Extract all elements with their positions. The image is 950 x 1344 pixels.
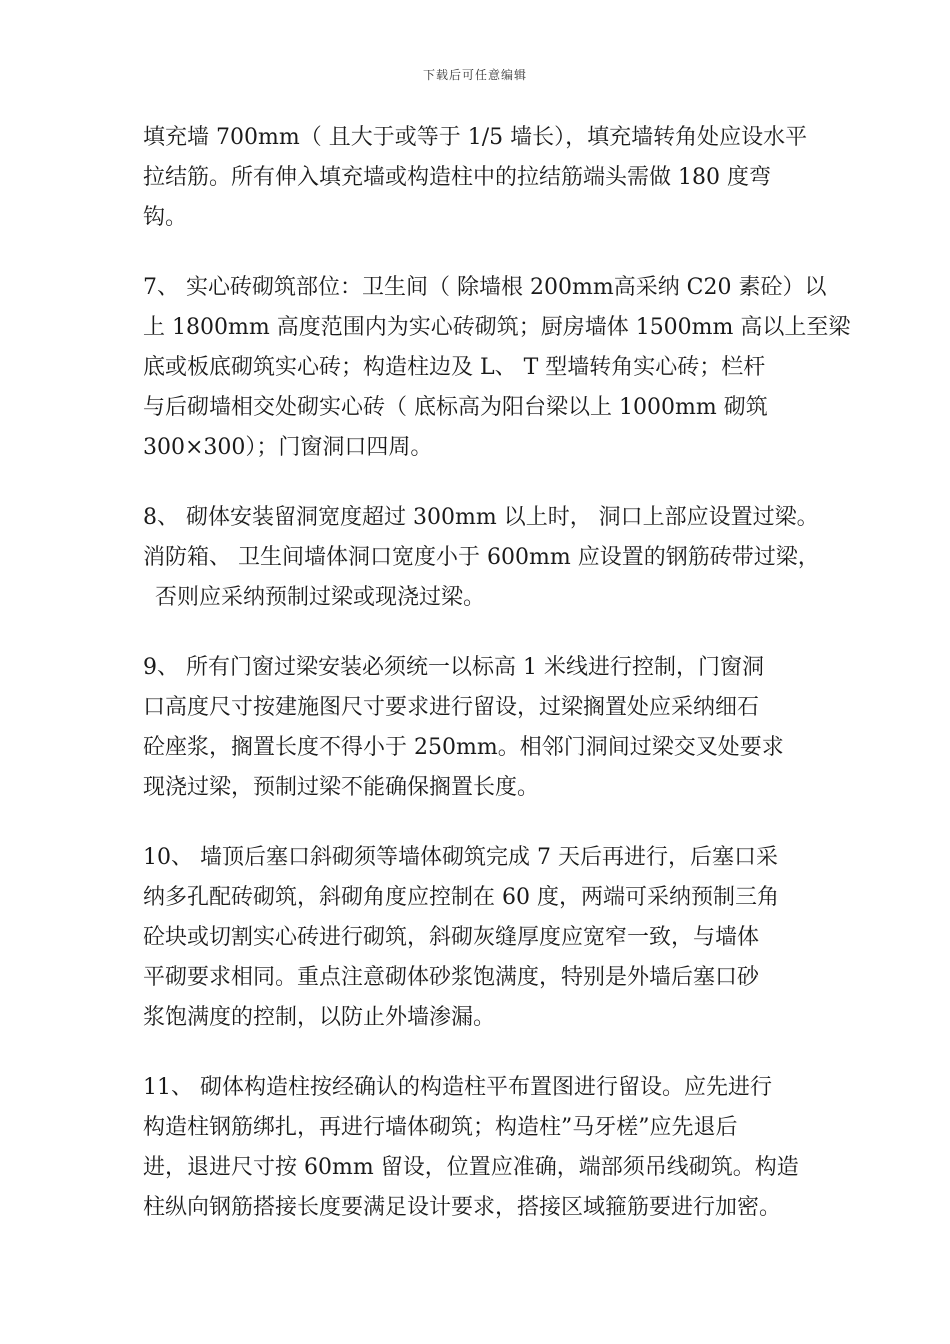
text-line: 底或板底砌筑实心砖；构造柱边及 L、 T 型墙转角实心砖；栏杆 xyxy=(143,355,766,380)
text-line: 钩。 xyxy=(143,205,188,230)
document-body xyxy=(143,118,851,1258)
text-line: 构造柱钢筋绑扎，再进行墙体砌筑；构造柱”马牙槎”应先退后 xyxy=(143,1115,738,1140)
text-line: 纳多孔配砖砌筑，斜砌角度应控制在 60 度，两端可采纳预制三角 xyxy=(143,885,779,910)
paragraph-item-8 xyxy=(143,498,820,618)
text-line: 消防箱、 卫生间墙体洞口宽度小于 600mm 应设置的钢筋砖带过梁， xyxy=(143,545,820,570)
text-line: 砼块或切割实心砖进行砌筑，斜砌灰缝厚度应宽窄一致，与墙体 xyxy=(143,925,760,950)
paragraph-item-11 xyxy=(143,1068,811,1228)
paragraph-item-10 xyxy=(143,838,811,1038)
paragraph-item-7 xyxy=(143,268,851,468)
page-header: 下载后可任意编辑 xyxy=(422,68,527,82)
text-line: 9、 所有门窗过梁安装必须统一以标高 1 米线进行控制，门窗洞 xyxy=(143,655,764,680)
text-line: 与后砌墙相交处砌实心砖（ 底标高为阳台梁以上 1000mm 砌筑 xyxy=(143,395,768,420)
paragraph-item-9 xyxy=(143,648,811,808)
text-line: 否则应采纳预制过梁或现浇过梁。 xyxy=(155,585,486,610)
text-line: 10、 墙顶后塞口斜砌须等墙体砌筑完成 7 天后再进行，后塞口采 xyxy=(143,845,778,870)
text-line: 8、 砌体安装留洞宽度超过 300mm 以上时， 洞口上部应设置过梁。 xyxy=(143,505,819,530)
text-line: 11、 砌体构造柱按经确认的构造柱平布置图进行留设。应先进行 xyxy=(143,1075,772,1100)
text-line: 现浇过梁，预制过梁不能确保搁置长度。 xyxy=(143,775,540,800)
text-line: 上 1800mm 高度范围内为实心砖砌筑；厨房墙体 1500mm 高以上至梁 xyxy=(143,315,851,340)
text-line: 砼座浆，搁置长度不得小于 250mm。相邻门洞间过梁交叉处要求 xyxy=(143,735,784,760)
text-line: 柱纵向钢筋搭接长度要满足设计要求，搭接区域箍筋要进行加密。 xyxy=(143,1195,782,1220)
text-line: 填充墙 700mm（ 且大于或等于 1/5 墙长），填充墙转角处应设水平 xyxy=(143,125,808,150)
text-line: 平砌要求相同。重点注意砌体砂浆饱满度，特别是外墙后塞口砂 xyxy=(143,965,760,990)
text-line: 进，退进尺寸按 60mm 留设，位置应准确，端部须吊线砌筑。构造 xyxy=(143,1155,799,1180)
text-line: 浆饱满度的控制，以防止外墙渗漏。 xyxy=(143,1005,496,1030)
text-line: 拉结筋。所有伸入填充墙或构造柱中的拉结筋端头需做 180 度弯 xyxy=(143,165,771,190)
paragraph-wall-tie-bars xyxy=(143,118,811,238)
text-line: 300×300）；门窗洞口四周。 xyxy=(143,435,433,460)
text-line: 口高度尺寸按建施图尺寸要求进行留设，过梁搁置处应采纳细石 xyxy=(143,695,760,720)
text-line: 7、 实心砖砌筑部位：卫生间（ 除墙根 200mm高采纳 C20 素砼）以 xyxy=(143,275,827,300)
